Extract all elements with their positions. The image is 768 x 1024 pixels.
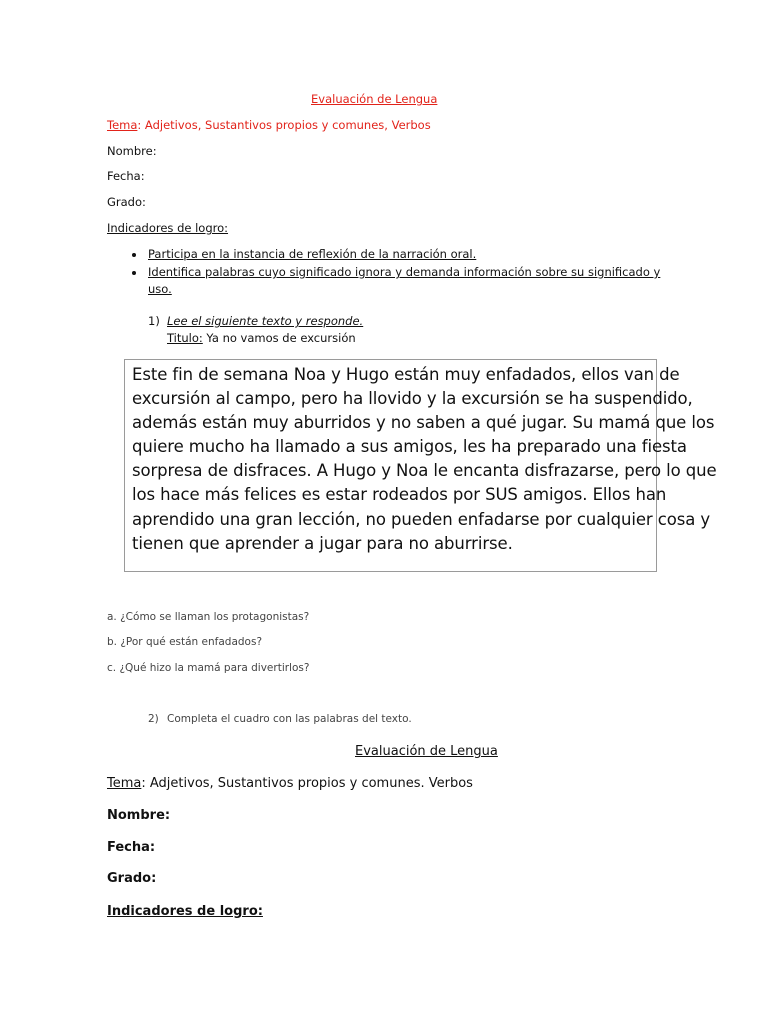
- tema-label-repeat: Tema: [107, 776, 142, 791]
- indicadores-heading-repeat: Indicadores de logro:: [107, 904, 263, 919]
- reading-line: tienen que aprender a jugar para no aburrirse.: [132, 534, 513, 553]
- indicator-2-line1: Identifica palabras cuyo significado ignora y demanda información sobre su significado y: [148, 265, 661, 279]
- question-b: b. ¿Por qué están enfadados?: [107, 636, 263, 648]
- titulo-value: Ya no vamos de excursión: [202, 331, 356, 345]
- reading-line: sorpresa de disfraces. A Hugo y Noa le encanta disfrazarse, pero lo que: [132, 461, 717, 480]
- indicadores-heading: Indicadores de logro:: [107, 221, 229, 235]
- reading-line: los hace más felices es estar rodeados por SUS amigos. Ellos han: [132, 485, 667, 504]
- tema-line: [107, 118, 431, 132]
- tema-line-repeat: [107, 776, 473, 791]
- bullet-dot: [132, 271, 136, 275]
- reading-line: aprendido una gran lección, no pueden enfadarse por cualquier cosa y: [132, 510, 711, 529]
- grado-label: Grado:: [107, 195, 146, 209]
- question-c: c. ¿Qué hizo la mamá para divertirlos?: [107, 662, 310, 674]
- question-a: a. ¿Cómo se llaman los protagonistas?: [107, 611, 310, 623]
- page-title: Evaluación de Lengua: [311, 92, 438, 106]
- grado-label-repeat: Grado:: [107, 871, 157, 886]
- nombre-label-repeat: Nombre:: [107, 808, 171, 823]
- titulo-line: [167, 331, 356, 345]
- reading-line: excursión al campo, pero ha llovido y la excursión se ha suspendido,: [132, 389, 693, 408]
- exercise-2-instruction: Completa el cuadro con las palabras del texto.: [167, 713, 412, 725]
- fecha-label: Fecha:: [107, 169, 145, 183]
- fecha-label-repeat: Fecha:: [107, 840, 156, 855]
- page-title-repeat: Evaluación de Lengua: [355, 744, 498, 759]
- indicator-2-line2: uso.: [148, 282, 172, 296]
- reading-line: quiere mucho ha llamado a sus amigos, les ha preparado una fiesta: [132, 437, 687, 456]
- tema-value: : Adjetivos, Sustantivos propios y comunes, Verbos: [137, 118, 431, 132]
- nombre-label: Nombre:: [107, 144, 157, 158]
- exercise-1-number: 1): [148, 314, 160, 328]
- bullet-dot: [132, 253, 136, 257]
- tema-value-repeat: : Adjetivos, Sustantivos propios y comunes. Verbos: [141, 776, 473, 791]
- indicator-1: Participa en la instancia de reflexión de la narración oral.: [148, 247, 477, 261]
- reading-line: además están muy aburridos y no saben a qué jugar. Su mamá que los: [132, 413, 715, 432]
- tema-label: Tema: [107, 118, 138, 132]
- titulo-label: Titulo:: [167, 331, 203, 345]
- exercise-2-number: 2): [148, 713, 159, 725]
- exercise-1-instruction: Lee el siguiente texto y responde.: [167, 314, 364, 328]
- reading-line: Este fin de semana Noa y Hugo están muy enfadados, ellos van de: [132, 365, 680, 384]
